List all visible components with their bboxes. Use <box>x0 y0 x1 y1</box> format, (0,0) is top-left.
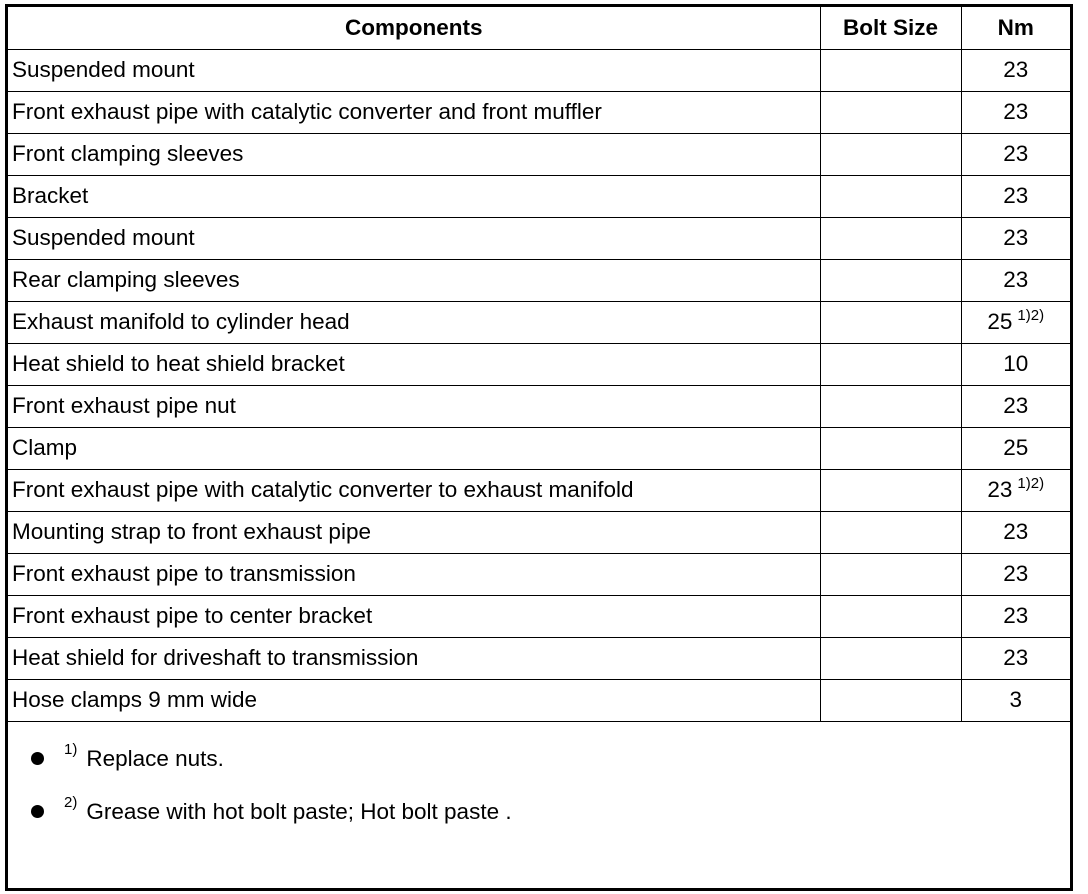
table-header-row <box>8 7 1070 50</box>
component-cell: Front exhaust pipe to transmission <box>8 554 820 596</box>
component-cell: Rear clamping sleeves <box>8 260 820 302</box>
torque-nm-cell <box>961 302 1070 344</box>
torque-value: 23 <box>1003 267 1029 293</box>
torque-nm-cell <box>961 680 1070 722</box>
bolt-size-cell <box>820 470 961 512</box>
torque-nm-cell <box>961 596 1070 638</box>
table-row <box>8 344 1070 386</box>
bullet-icon <box>31 805 44 818</box>
bolt-size-cell <box>820 92 961 134</box>
table-row <box>8 638 1070 680</box>
torque-nm-cell <box>961 638 1070 680</box>
bolt-size-cell <box>820 554 961 596</box>
bolt-size-cell <box>820 596 961 638</box>
table-row <box>8 176 1070 218</box>
component-cell: Heat shield for driveshaft to transmission <box>8 638 820 680</box>
table-row <box>8 218 1070 260</box>
bolt-size-cell <box>820 428 961 470</box>
torque-nm-cell <box>961 134 1070 176</box>
torque-value: 23 <box>1003 183 1029 209</box>
table-row <box>8 554 1070 596</box>
table-row <box>8 512 1070 554</box>
column-header-bolt-size: Bolt Size <box>820 7 961 50</box>
torque-value: 23 <box>987 477 1013 503</box>
torque-value: 23 <box>1003 393 1029 419</box>
component-cell: Bracket <box>8 176 820 218</box>
torque-value: 3 <box>1009 687 1022 713</box>
bolt-size-cell <box>820 386 961 428</box>
bullet-icon <box>31 752 44 765</box>
torque-nm-cell <box>961 344 1070 386</box>
bolt-size-cell <box>820 134 961 176</box>
component-cell: Suspended mount <box>8 50 820 92</box>
bolt-size-cell <box>820 638 961 680</box>
torque-value: 10 <box>1003 351 1029 377</box>
table-body <box>8 50 1070 722</box>
footnote-item <box>8 785 1070 838</box>
torque-value: 25 <box>1003 435 1029 461</box>
column-header-components: Components <box>8 7 820 50</box>
component-cell: Front clamping sleeves <box>8 134 820 176</box>
bolt-size-cell <box>820 344 961 386</box>
torque-nm-cell <box>961 260 1070 302</box>
footnote-reference: 1)2) <box>1017 307 1045 325</box>
table-row <box>8 680 1070 722</box>
bolt-size-cell <box>820 218 961 260</box>
torque-nm-cell <box>961 218 1070 260</box>
component-cell: Front exhaust pipe with catalytic converter to exhaust manifold <box>8 470 820 512</box>
table-row <box>8 134 1070 176</box>
footnotes <box>8 722 1070 838</box>
component-cell: Exhaust manifold to cylinder head <box>8 302 820 344</box>
table-row <box>8 470 1070 512</box>
torque-nm-cell <box>961 92 1070 134</box>
table-row <box>8 386 1070 428</box>
component-cell: Mounting strap to front exhaust pipe <box>8 512 820 554</box>
bolt-size-cell <box>820 50 961 92</box>
torque-nm-cell <box>961 512 1070 554</box>
table-row <box>8 428 1070 470</box>
torque-nm-cell <box>961 554 1070 596</box>
bolt-size-cell <box>820 512 961 554</box>
torque-nm-cell <box>961 428 1070 470</box>
component-cell: Front exhaust pipe with catalytic converter and front muffler <box>8 92 820 134</box>
torque-value: 23 <box>1003 603 1029 629</box>
component-cell: Clamp <box>8 428 820 470</box>
torque-value: 23 <box>1003 519 1029 545</box>
table-row <box>8 260 1070 302</box>
footnote-text: Grease with hot bolt paste; Hot bolt paste . <box>86 798 512 824</box>
component-cell: Hose clamps 9 mm wide <box>8 680 820 722</box>
footnote-reference: 1)2) <box>1017 475 1045 493</box>
component-cell: Heat shield to heat shield bracket <box>8 344 820 386</box>
torque-table <box>8 7 1070 722</box>
footnote-number: 1) <box>64 741 78 758</box>
torque-nm-cell <box>961 50 1070 92</box>
torque-value: 23 <box>1003 645 1029 671</box>
torque-value: 23 <box>1003 57 1029 83</box>
table-row <box>8 596 1070 638</box>
torque-nm-cell <box>961 470 1070 512</box>
component-cell: Front exhaust pipe to center bracket <box>8 596 820 638</box>
table-row <box>8 50 1070 92</box>
torque-spec-sheet <box>5 4 1073 891</box>
bolt-size-cell <box>820 302 961 344</box>
torque-value: 23 <box>1003 561 1029 587</box>
footnote-number: 2) <box>64 794 78 811</box>
table-row <box>8 302 1070 344</box>
component-cell: Front exhaust pipe nut <box>8 386 820 428</box>
torque-value: 23 <box>1003 225 1029 251</box>
torque-nm-cell <box>961 176 1070 218</box>
bolt-size-cell <box>820 260 961 302</box>
torque-value: 23 <box>1003 99 1029 125</box>
column-header-nm: Nm <box>961 7 1070 50</box>
component-cell: Suspended mount <box>8 218 820 260</box>
footnote-item <box>8 732 1070 785</box>
torque-value: 23 <box>1003 141 1029 167</box>
table-row <box>8 92 1070 134</box>
bolt-size-cell <box>820 680 961 722</box>
footnote-text: Replace nuts. <box>86 745 224 771</box>
bolt-size-cell <box>820 176 961 218</box>
torque-nm-cell <box>961 386 1070 428</box>
torque-value: 25 <box>987 309 1013 335</box>
